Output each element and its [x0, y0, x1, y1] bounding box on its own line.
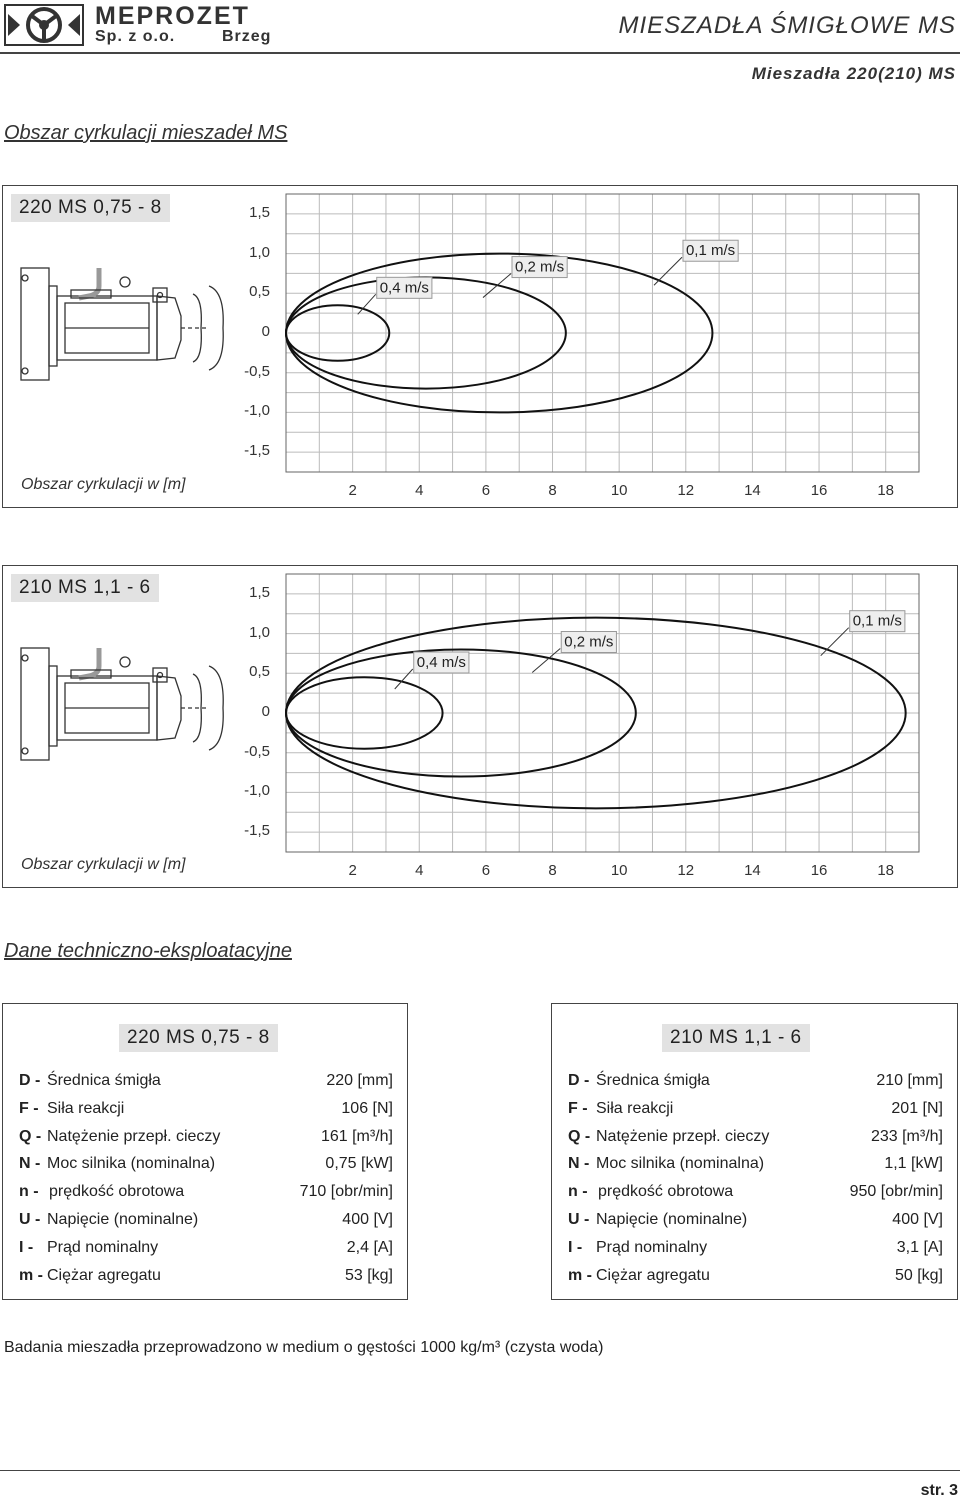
spec-value: 3,1 [A]	[896, 1238, 943, 1256]
y-tick-label: 1,0	[249, 623, 270, 641]
y-tick-label: 1,5	[249, 203, 270, 221]
chart-model-label: 220 MS 0,75 - 8	[11, 194, 170, 222]
series-leader	[483, 274, 511, 298]
spec-row	[19, 1072, 393, 1096]
x-tick-label: 16	[810, 482, 828, 499]
x-tick-label: 14	[744, 482, 761, 499]
y-tick-label: 0	[261, 703, 270, 720]
spec-value: 210 [mm]	[876, 1072, 943, 1089]
y-tick-label: -0,5	[244, 362, 270, 380]
series-label: 0,4 m/s	[379, 279, 429, 297]
spec-value: 161 [m³/h]	[320, 1127, 393, 1145]
series-leader	[358, 294, 376, 314]
spec-key: m -	[19, 1266, 43, 1284]
spec-row	[568, 1128, 943, 1152]
company-logo	[4, 4, 84, 46]
spec-row	[19, 1100, 393, 1124]
mixer-drawing	[21, 648, 223, 760]
spec-label: Średnica śmigła	[596, 1072, 710, 1089]
spec-key: N -	[19, 1155, 41, 1173]
spec-key: U -	[19, 1211, 41, 1228]
x-tick-label: 18	[877, 862, 895, 879]
y-tick-label: 0,5	[249, 663, 270, 681]
spec-label: Moc silnika (nominalna)	[596, 1155, 765, 1173]
x-tick-label: 12	[677, 862, 695, 879]
x-tick-label: 10	[610, 482, 628, 499]
spec-row	[568, 1267, 943, 1291]
series-label: 0,1 m/s	[685, 242, 736, 260]
brand-city: Brzeg	[222, 28, 272, 45]
spec-table-220	[2, 1003, 408, 1300]
spec-row	[19, 1211, 393, 1235]
section-title-tech: Dane techniczno-eksploatacyjne	[4, 940, 292, 962]
x-tick-label: 8	[548, 482, 557, 499]
page-number: str. 3	[920, 1482, 958, 1499]
footnote: Badania mieszadła przeprowadzono w medium o gęstości 1000 kg/m³ (czysta woda)	[4, 1339, 604, 1356]
y-tick-label: 0	[261, 323, 270, 340]
x-tick-label: 8	[548, 862, 557, 879]
spec-row	[568, 1100, 943, 1124]
spec-value: 106 [N]	[341, 1099, 393, 1117]
spec-value: 400 [V]	[892, 1211, 943, 1228]
spec-label: Napięcie (nominalne)	[47, 1211, 199, 1228]
chart-panel-210	[2, 565, 958, 888]
spec-value: 50 [kg]	[894, 1266, 943, 1284]
brand-name: MEPROZET	[95, 2, 250, 30]
spec-label: prędkość obrotowa	[49, 1183, 185, 1201]
y-tick-label: -1,0	[244, 402, 270, 420]
series-label: 0,2 m/s	[514, 258, 565, 276]
x-tick-label: 4	[415, 862, 424, 879]
x-tick-label: 18	[877, 482, 895, 499]
spec-value: 1,1 [kW]	[884, 1155, 943, 1173]
chart-panel-220	[2, 185, 958, 508]
y-tick-label: 0,5	[249, 283, 270, 301]
spec-key: m -	[568, 1266, 592, 1284]
spec-value: 233 [m³/h]	[870, 1127, 943, 1145]
spec-key: U -	[568, 1211, 590, 1228]
x-tick-label: 2	[348, 862, 357, 879]
spec-value: 950 [obr/min]	[849, 1183, 943, 1201]
spec-value: 2,4 [A]	[346, 1238, 393, 1256]
series-leader	[395, 669, 413, 689]
spec-label: Napięcie (nominalne)	[596, 1211, 748, 1228]
spec-row	[568, 1155, 943, 1179]
spec-label: Prąd nominalny	[596, 1238, 708, 1256]
series-leader	[654, 257, 682, 285]
spec-label: prędkość obrotowa	[598, 1183, 734, 1201]
y-tick-label: -0,5	[244, 742, 270, 760]
spec-key: n -	[568, 1183, 588, 1201]
spec-label: Natężenie przepł. cieczy	[47, 1127, 221, 1145]
y-tick-label: -1,5	[244, 442, 270, 460]
mixer-drawing	[21, 268, 223, 380]
spec-key: F -	[568, 1099, 588, 1117]
spec-key: N -	[568, 1155, 590, 1173]
x-tick-label: 6	[481, 482, 491, 499]
spec-table-210	[551, 1003, 958, 1300]
footer-rule	[0, 1470, 960, 1471]
x-tick-label: 16	[810, 862, 828, 879]
header-rule	[0, 52, 960, 54]
series-label: 0,1 m/s	[852, 612, 902, 630]
x-tick-label: 12	[677, 482, 695, 499]
y-tick-label: 1,0	[249, 243, 270, 261]
chart-model-label: 210 MS 1,1 - 6	[11, 574, 159, 602]
spec-key: n -	[19, 1183, 39, 1201]
spec-row	[568, 1239, 943, 1263]
y-tick-label: 1,5	[249, 583, 270, 601]
spec-row	[19, 1239, 393, 1263]
x-axis-label: Obszar cyrkulacji w [m]	[21, 476, 186, 493]
spec-value: 710 [obr/min]	[299, 1183, 393, 1201]
chart-grid	[286, 194, 919, 472]
spec-row	[19, 1183, 393, 1207]
spec-key: D -	[19, 1072, 41, 1089]
spec-table-title: 210 MS 1,1 - 6	[662, 1024, 810, 1052]
spec-label: Średnica śmigła	[47, 1072, 161, 1089]
spec-label: Prąd nominalny	[47, 1238, 159, 1256]
spec-value: 0,75 [kW]	[325, 1155, 393, 1173]
y-tick-label: -1,5	[244, 822, 270, 840]
chart-210	[3, 566, 957, 887]
brand-sub: Sp. z o.o.	[95, 28, 176, 45]
x-axis-label: Obszar cyrkulacji w [m]	[21, 856, 186, 873]
spec-key: D -	[568, 1072, 590, 1089]
spec-row	[19, 1128, 393, 1152]
spec-value: 400 [V]	[342, 1211, 393, 1228]
spec-key: Q -	[19, 1127, 42, 1145]
spec-row	[19, 1267, 393, 1291]
spec-label: Siła reakcji	[47, 1099, 125, 1117]
spec-label: Moc silnika (nominalna)	[47, 1155, 216, 1173]
spec-value: 53 [kg]	[344, 1266, 393, 1284]
series-label: 0,4 m/s	[416, 653, 466, 671]
x-tick-label: 10	[610, 862, 628, 879]
spec-value: 201 [N]	[891, 1099, 943, 1117]
spec-table-title: 220 MS 0,75 - 8	[119, 1024, 278, 1052]
x-tick-label: 14	[744, 862, 761, 879]
x-tick-label: 6	[481, 862, 491, 879]
spec-row	[19, 1155, 393, 1179]
spec-key: Q -	[568, 1127, 591, 1145]
spec-key: I -	[19, 1238, 34, 1256]
spec-key: I -	[568, 1238, 583, 1256]
spec-label: Ciężar agregatu	[47, 1266, 161, 1284]
x-tick-label: 4	[415, 482, 424, 499]
chart-220	[3, 186, 957, 507]
spec-label: Siła reakcji	[596, 1099, 674, 1117]
spec-value: 220 [mm]	[326, 1072, 393, 1089]
spec-row	[568, 1211, 943, 1235]
chart-grid	[286, 574, 919, 852]
spec-label: Natężenie przepł. cieczy	[596, 1127, 770, 1145]
y-tick-label: -1,0	[244, 782, 270, 800]
document-subtitle: Mieszadła 220(210) MS	[751, 64, 956, 83]
spec-row	[568, 1183, 943, 1207]
document-title: MIESZADŁA ŚMIGŁOWE MS	[618, 12, 956, 39]
spec-key: F -	[19, 1099, 39, 1117]
section-title-circulation: Obszar cyrkulacji mieszadeł MS	[4, 122, 288, 144]
spec-label: Ciężar agregatu	[596, 1266, 710, 1284]
series-label: 0,2 m/s	[564, 633, 614, 651]
x-tick-label: 2	[348, 482, 357, 499]
spec-row	[568, 1072, 943, 1096]
